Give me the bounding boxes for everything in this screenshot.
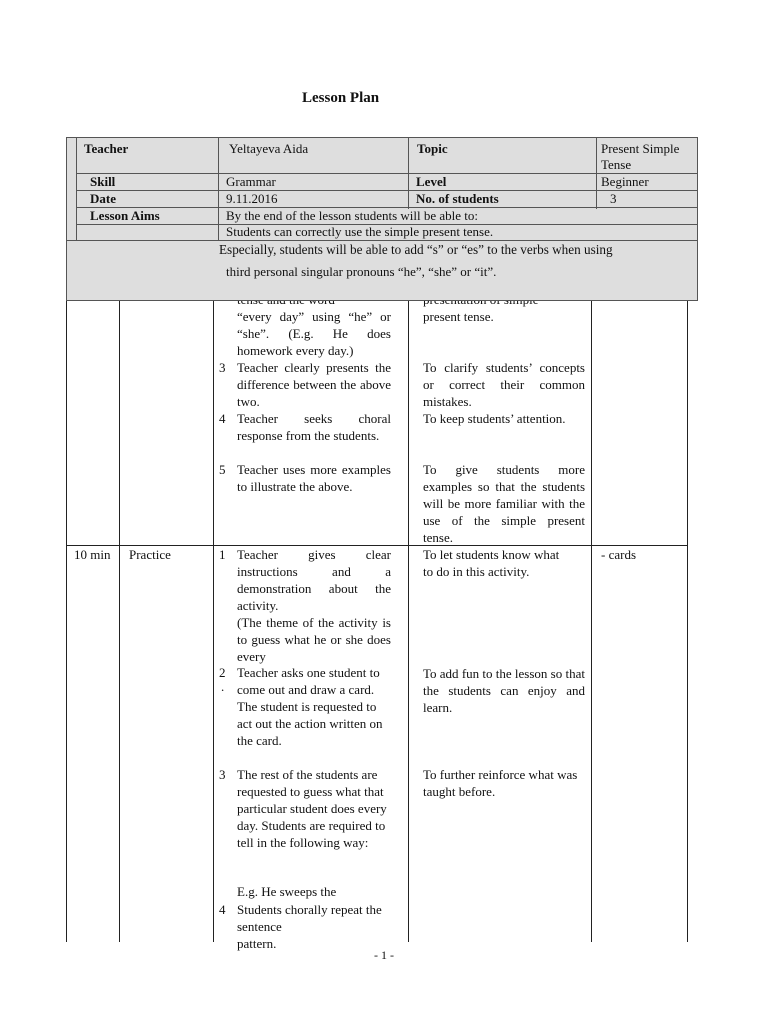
- header-line: [76, 137, 77, 241]
- purpose-3: To keep students’ attention.: [423, 411, 566, 426]
- purpose-2: To clarify students’ concepts or correct their common mistakes.: [423, 360, 585, 409]
- skill-label: Skill: [90, 174, 116, 189]
- column-divider-purpose: [591, 300, 592, 942]
- header-line: [66, 240, 698, 241]
- header-line: [76, 190, 697, 191]
- header-line: [66, 137, 67, 301]
- practice-time: 10 min: [74, 547, 111, 562]
- practice-stage: Practice: [129, 547, 171, 562]
- level-value: Beginner: [601, 174, 649, 189]
- step-number: 3: [219, 767, 226, 782]
- topic-value: Present Simple Tense: [601, 141, 680, 172]
- practice-materials: - cards: [601, 547, 637, 562]
- procedure-step-4: Teacher seeks choral response from the students.: [237, 411, 391, 443]
- purpose-4: To give students more examples so that the students will be more familiar with the use of the simple present tense.: [423, 462, 585, 545]
- step-number: 1: [219, 547, 226, 562]
- procedure-step-5: Teacher uses more examples to illustrate the above.: [237, 462, 391, 494]
- practice-step-3-example: E.g. He sweeps the: [237, 884, 337, 899]
- date-label: Date: [90, 191, 116, 206]
- procedure-step-3: Teacher clearly presents the difference between the above two.: [237, 360, 391, 409]
- step-number: 3: [219, 360, 226, 375]
- table-border-left: [66, 300, 67, 942]
- aim-2-line2: third personal singular pronouns “he”, “she” or “it”.: [226, 264, 497, 279]
- practice-step-1: Teacher gives clear instructions and a demonstration about the activity.: [237, 547, 391, 613]
- practice-step-2: Teacher asks one student to come out and draw a card. The student is requested to act out the action written on the card.: [237, 665, 383, 748]
- topic-label: Topic: [417, 141, 448, 156]
- lesson-aims-label: Lesson Aims: [90, 208, 160, 223]
- skill-value: Grammar: [226, 174, 276, 189]
- practice-purpose-3: To further reinforce what was taught before.: [423, 767, 578, 799]
- header-line: [697, 137, 698, 301]
- step-number: 2: [219, 665, 226, 680]
- header-line: [218, 137, 219, 241]
- date-value: 9.11.2016: [226, 191, 278, 206]
- aim-1: Students can correctly use the simple present tense.: [226, 224, 494, 239]
- practice-step-1-note: (The theme of the activity is to guess what he or she does every: [237, 615, 391, 664]
- column-divider-number: [213, 300, 214, 942]
- header-line: [66, 137, 698, 138]
- table-border-right: [687, 300, 688, 942]
- level-label: Level: [416, 174, 447, 189]
- practice-step-3: The rest of the students are requested to guess what that particular student does every day. Students are required to tell in the following way:: [237, 767, 387, 850]
- purpose-1: present tense.: [423, 309, 494, 324]
- teacher-value: Yeltayeva Aida: [229, 141, 309, 156]
- page-number: - 1 -: [374, 948, 394, 962]
- practice-purpose-1: To let students know what to do in this activity.: [423, 547, 560, 579]
- step-number: 4: [219, 902, 226, 917]
- column-divider-stage: [119, 300, 120, 942]
- aim-intro: By the end of the lesson students will be able to:: [226, 208, 479, 223]
- students-label: No. of students: [416, 191, 499, 206]
- step-number-dot: .: [221, 679, 225, 694]
- procedure-step-2: “every day” using “he” or “she”. (E.g. He does homework every day.): [237, 309, 391, 358]
- step-number: 5: [219, 462, 226, 477]
- document-title: Lesson Plan: [302, 90, 380, 106]
- practice-step-4: Students chorally repeat the sentence: [237, 902, 382, 934]
- practice-purpose-2: To add fun to the lesson so that the students can enjoy and learn.: [423, 666, 585, 715]
- step-number: 4: [219, 411, 226, 426]
- teacher-label: Teacher: [84, 141, 129, 156]
- students-value: 3: [610, 191, 617, 206]
- column-divider-procedure: [408, 300, 409, 942]
- aim-2-line1: Especially, students will be able to add “s” or “es” to the verbs when using: [219, 242, 613, 257]
- practice-step-4-cut: pattern.: [237, 936, 277, 951]
- header-line: [66, 300, 698, 301]
